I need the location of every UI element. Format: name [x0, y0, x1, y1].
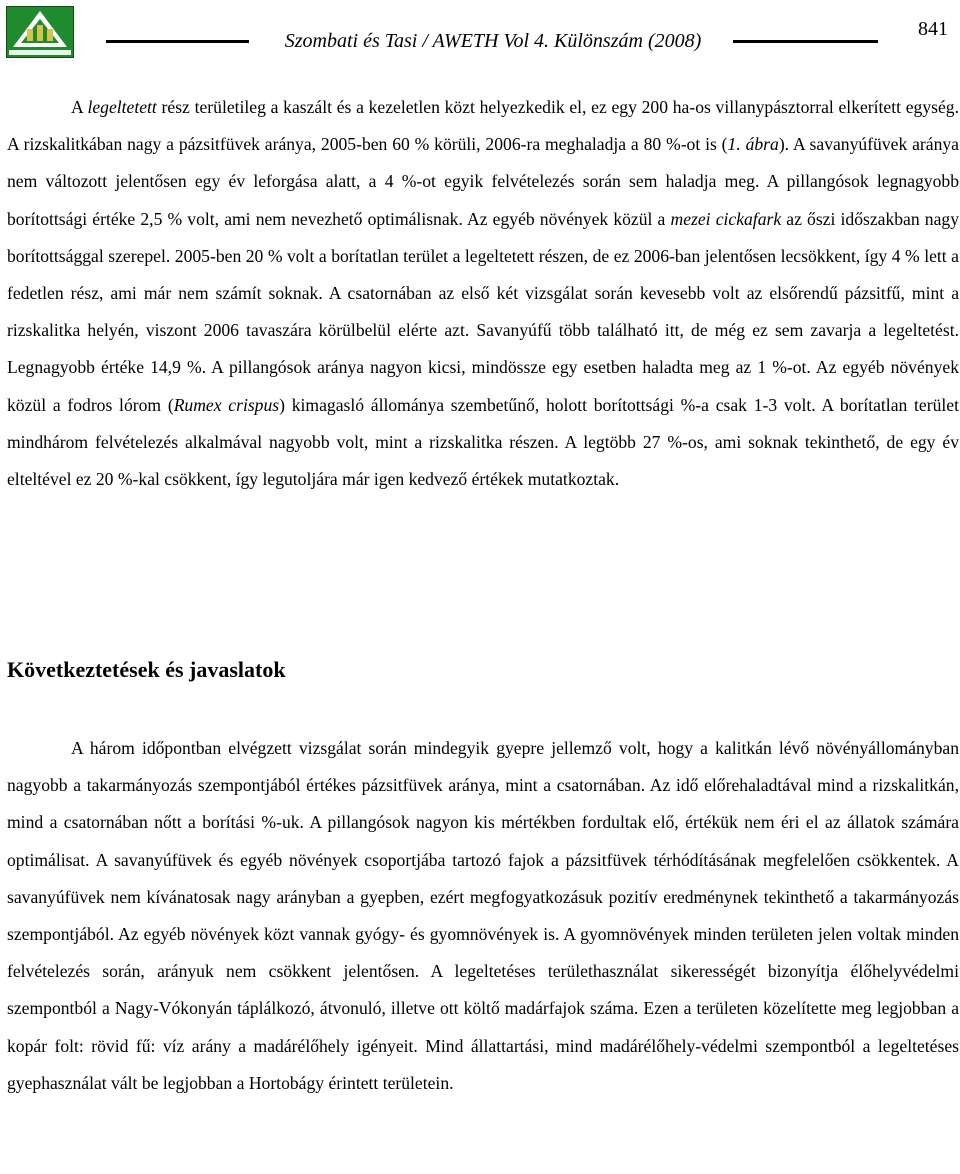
paragraph-1-text — [7, 89, 959, 498]
paragraph-conclusions — [7, 730, 959, 1102]
text-run: az őszi időszakban nagy borítottsággal szerepel. 2005-ben 20 % volt a borítatlan terület a legeltetett részen, de ez 2006-ban jelentősen lecsökkent, így 4 % lett a fedetlen rész, ami már nem számít soknak. A csatornában az első két vizsgálat során kevesebb volt az elsőrendű pázsitfű, mint a rizskalitka helyén, viszont 2006 tavaszára körülbelül elérte azt. Savanyúfű több található itt, de még ez sem zavarja a legeltetést. Legnagyobb értéke 14,9 %. A pillangósok aránya nagyon kicsi, mindössze egy esetben haladta meg az 1 %-ot. Az egyéb növények közül a fodros lórom ( — [7, 208, 959, 415]
italic-term: mezei cickafark — [670, 208, 782, 229]
paragraph-legeltetett — [7, 89, 959, 498]
section-heading: Következtetések és javaslatok — [7, 657, 286, 682]
page-number: 841 — [918, 18, 948, 40]
header-rule-left — [106, 40, 249, 43]
italic-term: 1. ábra — [727, 134, 779, 155]
page-header — [0, 0, 960, 64]
text-run: rész területileg a kaszált és a kezeletlen közt helyezkedik el, ez egy 200 ha-os villanypásztorral elkerített egység. A rizskalitkában nagy a pázsitfüvek aránya, 2005-ben 60 % körüli, 2006-ra meghaladja a 80 %-ot is ( — [7, 97, 959, 155]
paragraph-2-text: A három időpontban elvégzett vizsgálat során mindegyik gyepre jellemző volt, hogy a kalitkán lévő növényállományban nagyobb a takarmányozás szempontjából értékes pázsitfüvek aránya, mint a csatornában. Az idő előrehaladtával mind a rizskalitkán, mind a csatornában nőtt a borítási %-uk. A pillangósok nagyon kis mértékben fordultak elő, értékük nem éri el az állatok számára optimálisat. A savanyúfüvek és egyéb növények csoportjába tartozó fajok a pázsitfüvek térhódításának megfelelően csökkentek. A savanyúfüvek nem kívánatosak nagy arányban a gyepben, ezért megfogyatkozásuk pozitív eredménynek tekinthető a takarmányozás szempontjából. Az egyéb növények közt vannak gyógy- és gyomnövények is. A gyomnövények minden területen jelen voltak minden felvételezés során, arányuk nem csökkent jelentősen. A legeltetéses területhasználat sikerességét bizonyítja élőhelyvédelmi szempontból a Nagy-Vókonyán táplálkozó, átvonuló, illetve ott költő madárfajok száma. Ezen a területen közelítette meg legjobban a kopár folt: rövid fű: víz arány a madárélőhely igényeit. Mind állattartási, mind madárélőhely-védelmi szempontból a legeltetéses gyephasználat vált be legjobban a Hortobágy érintett területein. — [7, 738, 959, 1093]
journal-title: Szombati és Tasi / AWETH Vol 4. Különszám (2008) — [284, 30, 702, 52]
italic-term: legeltetett — [87, 97, 157, 117]
italic-term: Rumex crispus — [173, 394, 280, 415]
text-run: ) kimagasló állománya szembetűnő, holott borítottsági %-a csak 1-3 volt. A borítatlan terület mindhárom felvételezés alkalmával nagyobb volt, mint a rizskalitka részen. A legtöbb 27 %-os, ami soknak tekinthető, de egy év elteltével ez 20 %-kal csökkent, így legutoljára már igen kedvező értékek mutatkoztak. — [7, 394, 959, 490]
header-rule-right — [733, 40, 878, 43]
text-run: ). A savanyúfüvek aránya nem változott jelentősen egy év leforgása alatt, a 4 %-ot egyik felvételezés során sem haladja meg. A pillangósok legnagyobb borítottsági értéke 2,5 % volt, ami nem nevezhető optimálisnak. Az egyéb növények közül a — [7, 134, 959, 229]
journal-logo — [6, 6, 74, 58]
text-run: A — [71, 97, 88, 117]
